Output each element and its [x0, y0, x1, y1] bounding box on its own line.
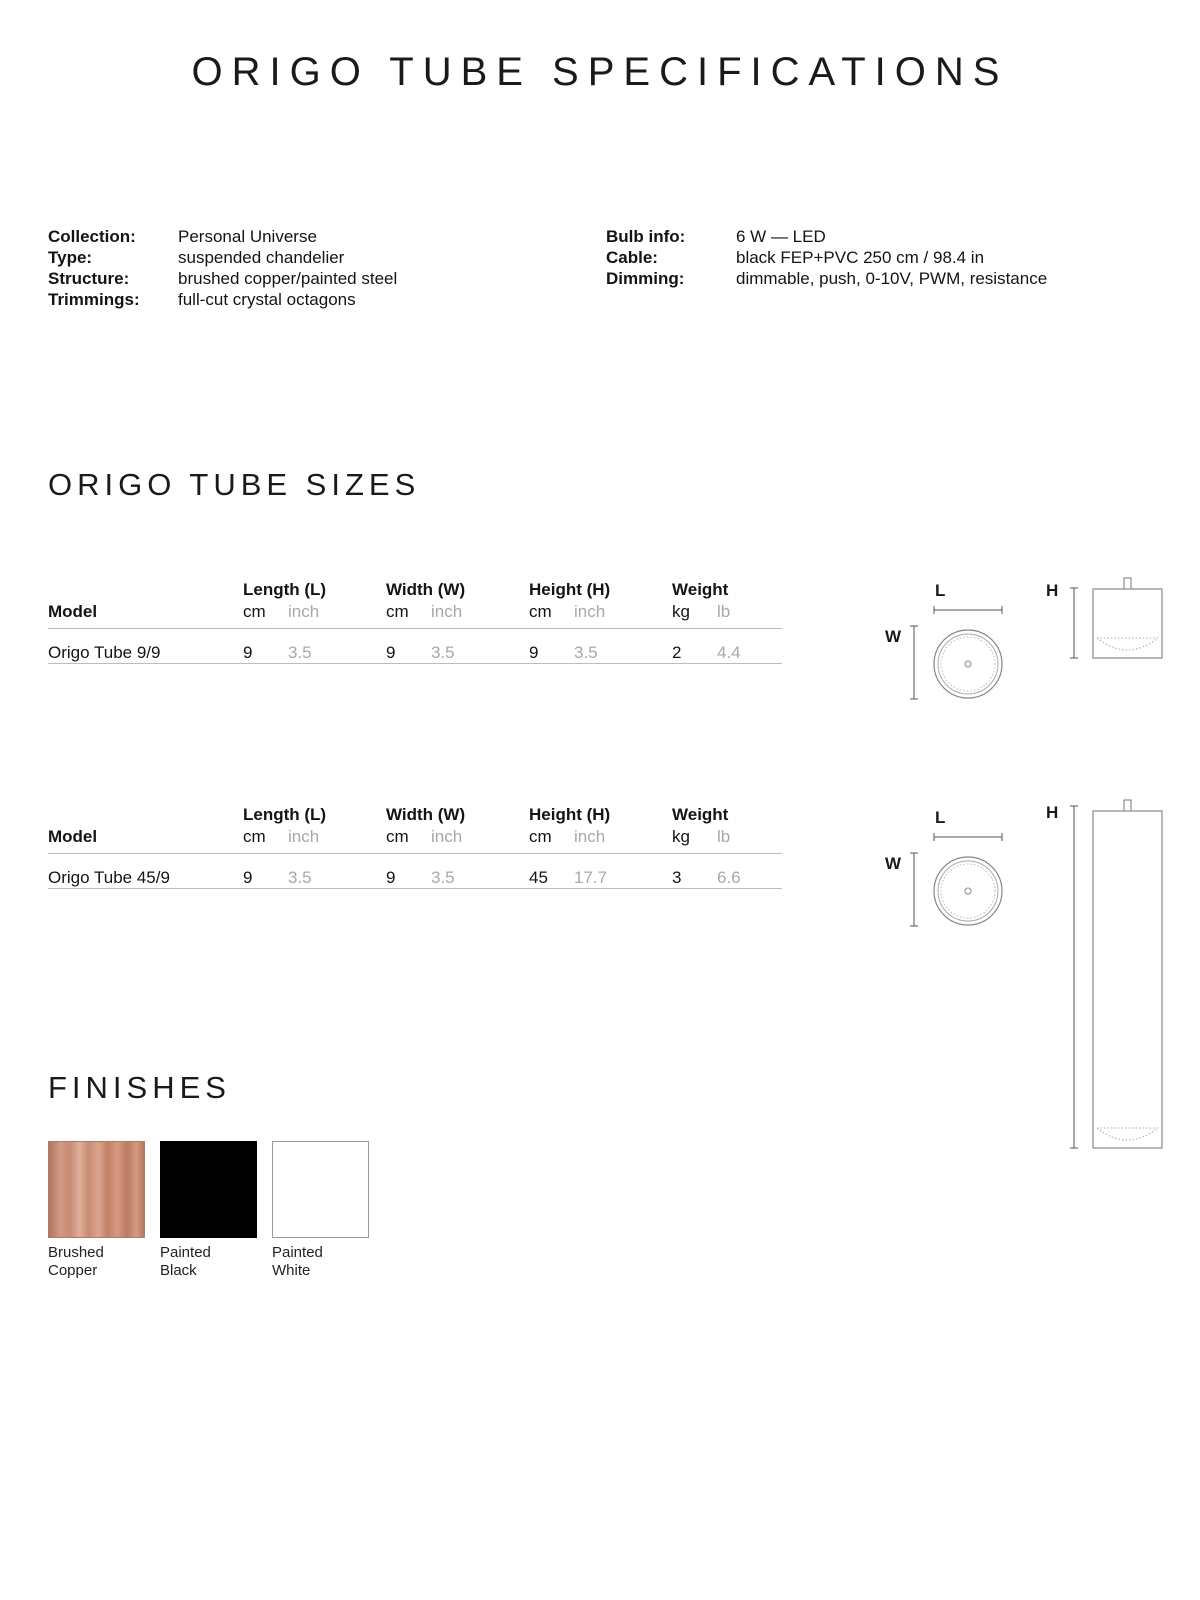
spec-row	[606, 268, 1047, 289]
specs-left	[48, 226, 397, 310]
spec-value: black FEP+PVC 250 cm / 98.4 in	[736, 248, 985, 267]
finish-white	[272, 1141, 369, 1280]
width-cm: 9	[386, 854, 431, 889]
unit-cm: cm	[243, 600, 288, 629]
diagram-label-h: H	[1046, 581, 1059, 600]
spec-row	[48, 226, 397, 247]
unit-inch: inch	[288, 825, 386, 854]
unit-inch: inch	[431, 600, 529, 629]
header-length: Length (L)	[243, 580, 327, 599]
unit-cm: cm	[529, 825, 574, 854]
specs-right	[606, 226, 1047, 289]
finish-copper	[48, 1141, 145, 1280]
height-cm: 45	[529, 854, 574, 889]
table-row	[48, 854, 782, 889]
finish-label-line2: White	[272, 1262, 311, 1279]
unit-inch: inch	[288, 600, 386, 629]
finish-label-line1: Painted	[160, 1244, 211, 1261]
header-width: Width (W)	[386, 805, 466, 824]
finishes-title: FINISHES	[48, 1070, 231, 1105]
width-inch: 3.5	[431, 629, 529, 664]
unit-inch: inch	[431, 825, 529, 854]
spec-label: Type:	[48, 248, 93, 267]
finish-label-line2: Black	[160, 1262, 197, 1279]
model-name: Origo Tube 45/9	[48, 854, 243, 889]
spec-row	[606, 226, 1047, 247]
unit-cm: cm	[386, 825, 431, 854]
length-cm: 9	[243, 629, 288, 664]
width-cm: 9	[386, 629, 431, 664]
header-weight: Weight	[672, 805, 729, 824]
spec-value: brushed copper/painted steel	[178, 269, 398, 288]
side-view-diagram-45-9	[1066, 798, 1166, 1158]
header-length: Length (L)	[243, 805, 327, 824]
spec-label: Cable:	[606, 248, 658, 267]
diagram-label-h: H	[1046, 803, 1059, 822]
height-inch: 3.5	[574, 629, 672, 664]
length-inch: 3.5	[288, 629, 386, 664]
length-cm: 9	[243, 854, 288, 889]
swatch-brushed-copper	[48, 1141, 145, 1238]
width-inch: 3.5	[431, 854, 529, 889]
sizes-title: ORIGO TUBE SIZES	[48, 467, 421, 502]
spec-value: 6 W — LED	[736, 227, 826, 246]
header-model: Model	[48, 825, 243, 854]
weight-kg: 3	[672, 854, 717, 889]
height-cm: 9	[529, 629, 574, 664]
length-inch: 3.5	[288, 854, 386, 889]
height-inch: 17.7	[574, 854, 672, 889]
unit-cm: cm	[243, 825, 288, 854]
unit-cm: cm	[529, 600, 574, 629]
unit-cm: cm	[386, 600, 431, 629]
weight-kg: 2	[672, 629, 717, 664]
header-blank	[48, 576, 243, 600]
spec-label: Collection:	[48, 227, 136, 246]
spec-row	[606, 247, 1047, 268]
finish-black	[160, 1141, 257, 1280]
model-name: Origo Tube 9/9	[48, 629, 243, 664]
top-view-diagram-9-9	[906, 602, 1004, 702]
spec-value: Personal Universe	[178, 227, 317, 246]
header-height: Height (H)	[529, 805, 611, 824]
weight-lb: 4.4	[717, 629, 782, 664]
spec-label: Dimming:	[606, 269, 685, 288]
sizes-table-45-9	[48, 801, 782, 889]
unit-lb: lb	[717, 600, 782, 629]
swatch-painted-white	[272, 1141, 369, 1238]
header-height: Height (H)	[529, 580, 611, 599]
spec-value: dimmable, push, 0-10V, PWM, resistance	[736, 269, 1048, 288]
spec-row	[48, 289, 397, 310]
spec-label: Structure:	[48, 269, 130, 288]
finish-label-line1: Brushed	[48, 1244, 104, 1261]
spec-value: suspended chandelier	[178, 248, 345, 267]
unit-lb: lb	[717, 825, 782, 854]
unit-kg: kg	[672, 825, 717, 854]
finish-label-line1: Painted	[272, 1244, 323, 1261]
table-row	[48, 629, 782, 664]
spec-label: Bulb info:	[606, 227, 686, 246]
diagram-label-w: W	[885, 627, 902, 646]
spec-row	[48, 247, 397, 268]
weight-lb: 6.6	[717, 854, 782, 889]
diagram-label-w: W	[885, 854, 902, 873]
sizes-table-9-9	[48, 576, 782, 664]
unit-kg: kg	[672, 600, 717, 629]
finish-label-line2: Copper	[48, 1262, 98, 1279]
page-title: ORIGO TUBE SPECIFICATIONS	[191, 50, 1009, 94]
header-width: Width (W)	[386, 580, 466, 599]
spec-label: Trimmings:	[48, 290, 140, 309]
unit-inch: inch	[574, 600, 672, 629]
diagram-label-l: L	[935, 808, 946, 827]
header-weight: Weight	[672, 580, 729, 599]
swatch-painted-black	[160, 1141, 257, 1238]
spec-row	[48, 268, 397, 289]
unit-inch: inch	[574, 825, 672, 854]
side-view-diagram-9-9	[1066, 576, 1166, 668]
header-model: Model	[48, 600, 243, 629]
diagram-label-l: L	[935, 581, 946, 600]
spec-value: full-cut crystal octagons	[178, 290, 356, 309]
top-view-diagram-45-9	[906, 829, 1004, 929]
header-blank	[48, 801, 243, 825]
